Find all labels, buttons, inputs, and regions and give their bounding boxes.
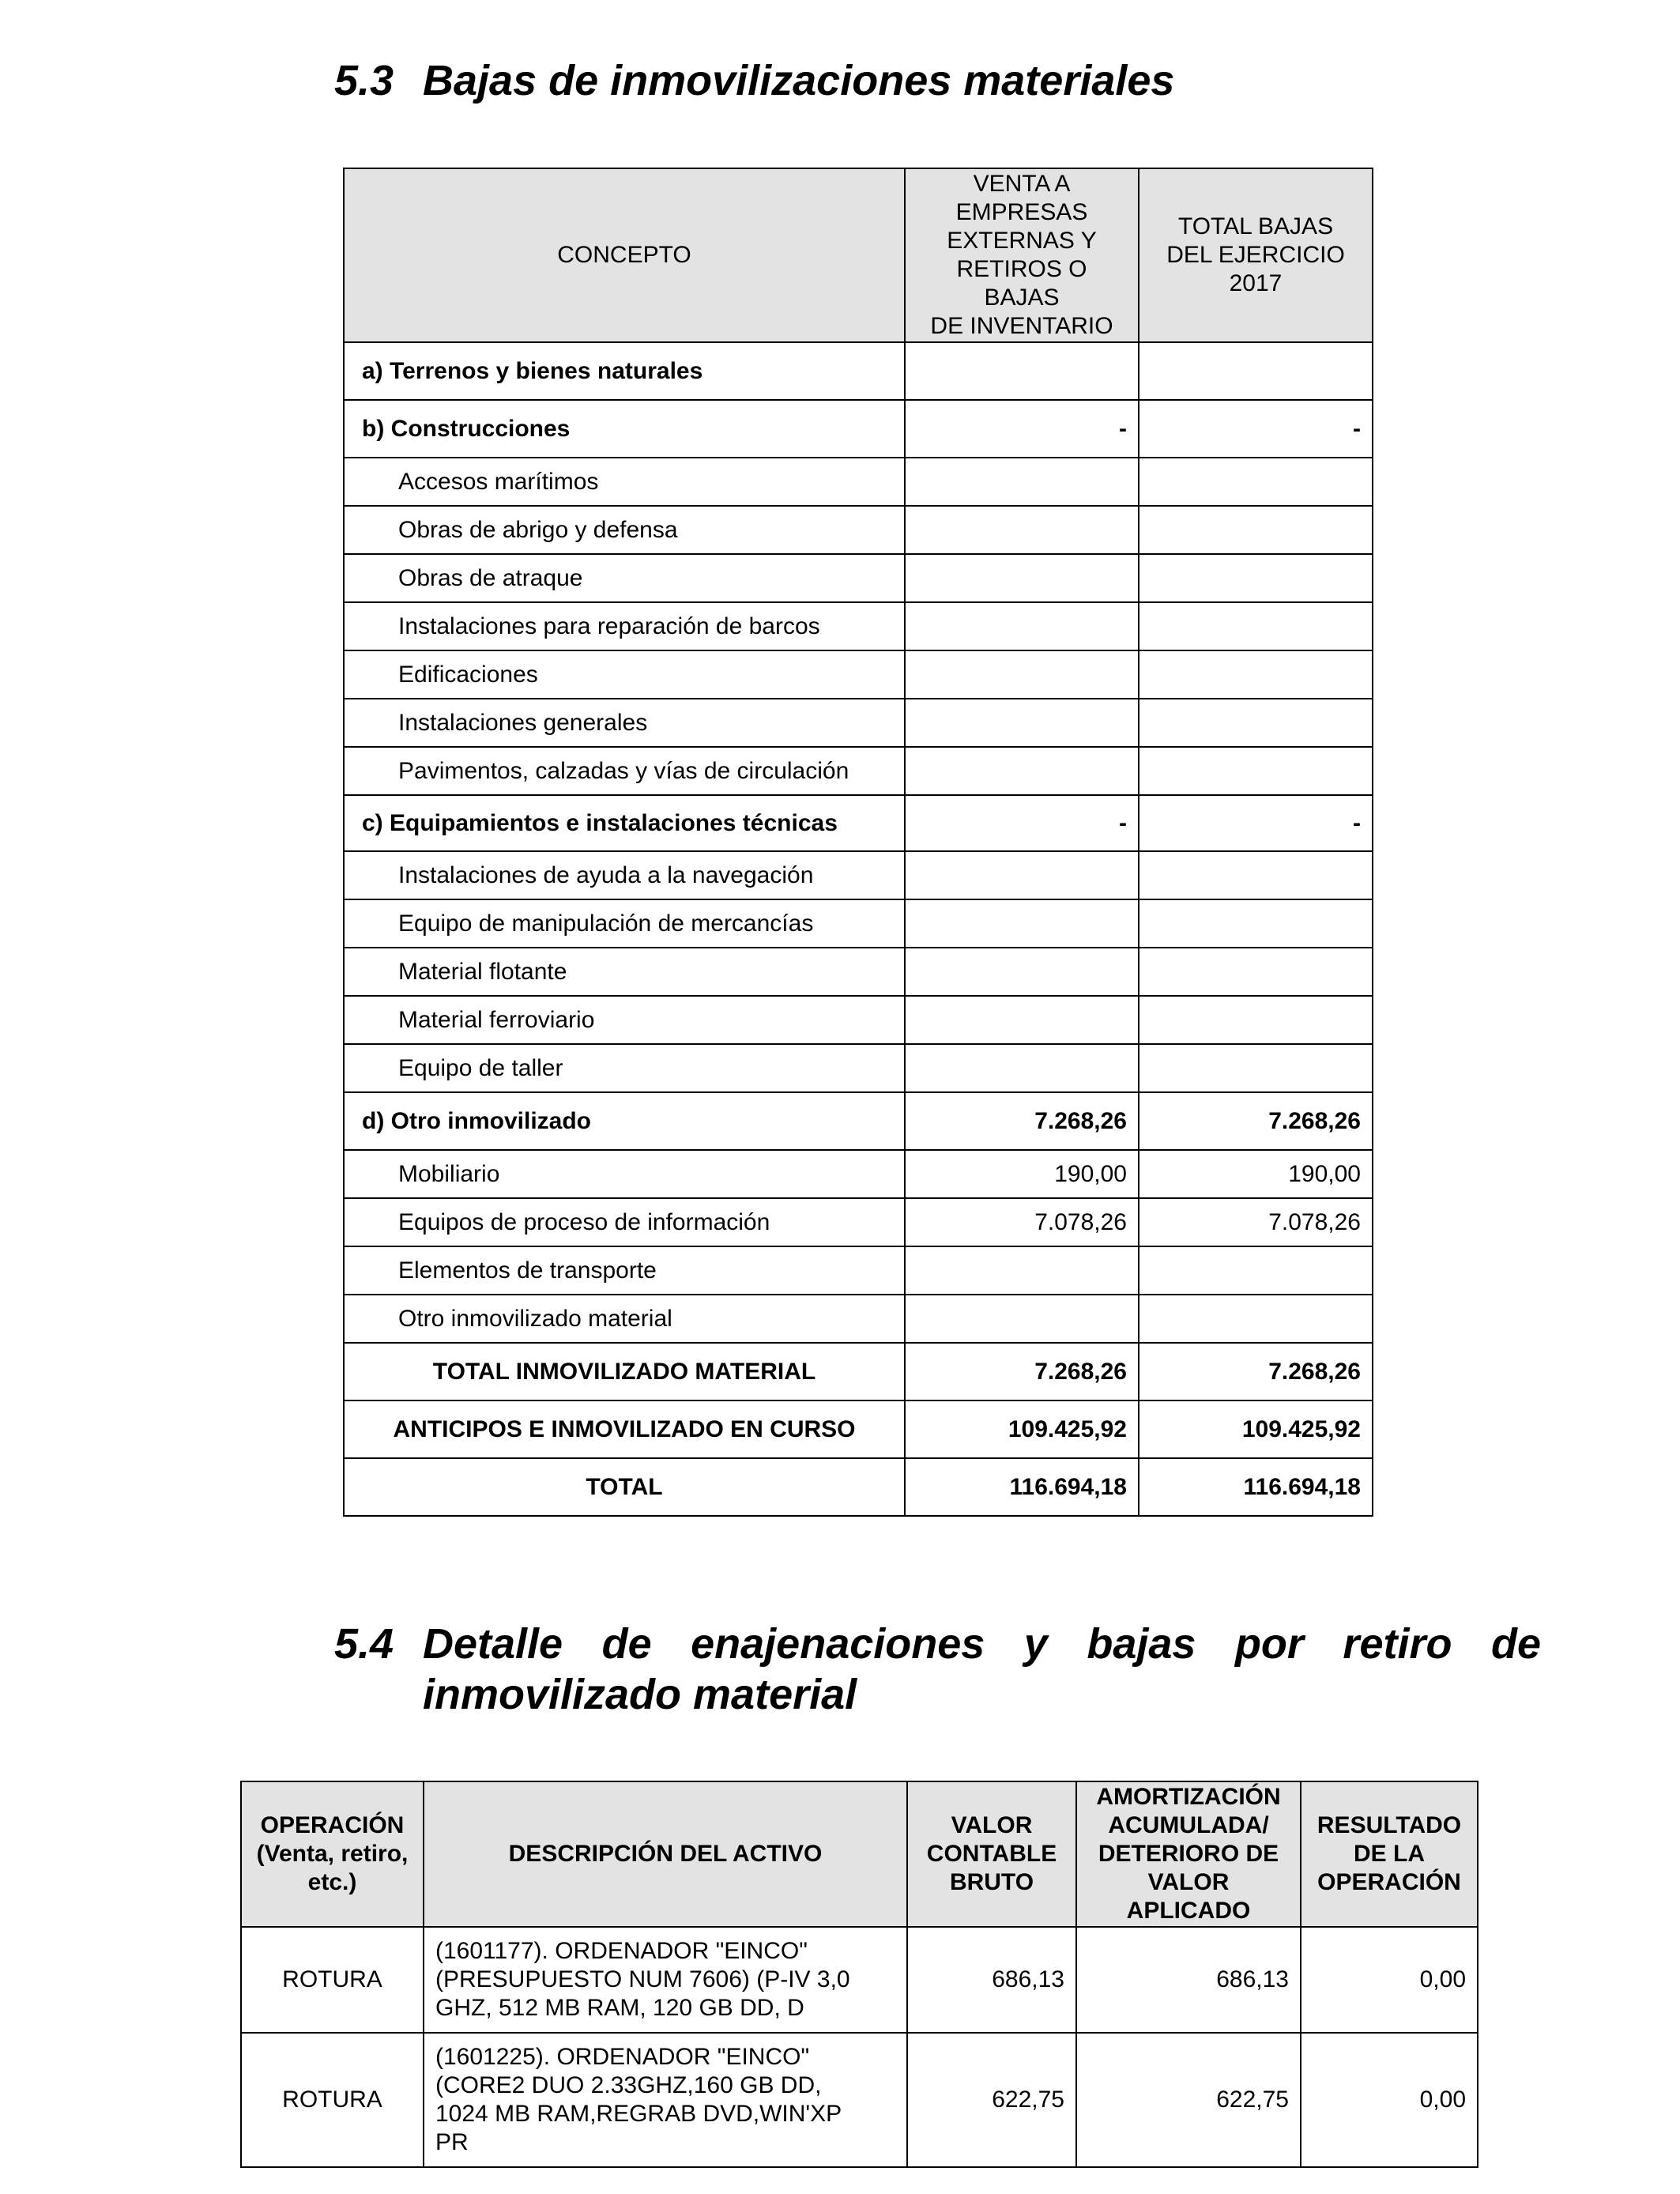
row-label: Edificaciones (344, 650, 905, 699)
table-row (344, 851, 1373, 899)
row-result: 0,00 (1301, 2033, 1478, 2167)
table-row (344, 1150, 1373, 1198)
row-operation: ROTURA (241, 1927, 424, 2033)
table-row (344, 795, 1373, 851)
row-value-venta (905, 1295, 1139, 1343)
table-row (241, 1927, 1478, 2033)
header-line: RETIROS O (956, 256, 1087, 282)
row-label: Material flotante (344, 948, 905, 996)
table-row (344, 342, 1373, 400)
row-label: Accesos marítimos (344, 458, 905, 506)
section-title: Bajas de inmovilizaciones materiales (423, 57, 1175, 104)
row-label: Instalaciones de ayuda a la navegación (344, 851, 905, 899)
row-value-venta (905, 650, 1139, 699)
row-value-total (1139, 948, 1373, 996)
row-value-venta (905, 1246, 1139, 1295)
row-value-total (1139, 650, 1373, 699)
row-value-total: 116.694,18 (1139, 1458, 1373, 1516)
row-label: Obras de abrigo y defensa (344, 506, 905, 554)
description-line: 1024 MB RAM,REGRAB DVD,WIN'XP (435, 2101, 842, 2127)
table-row (344, 458, 1373, 506)
row-label: Otro inmovilizado material (344, 1295, 905, 1343)
header-line: APLICADO (1126, 1898, 1251, 1924)
row-value-venta: 7.078,26 (905, 1198, 1139, 1246)
row-value-venta (905, 996, 1139, 1044)
description-line: PR (435, 2129, 469, 2155)
row-description (424, 2033, 907, 2167)
header-line: OPERACIÓN (1317, 1869, 1461, 1895)
table-row (344, 650, 1373, 699)
row-value-total: 109.425,92 (1139, 1400, 1373, 1458)
table-row (344, 1044, 1373, 1092)
row-value-total (1139, 1044, 1373, 1092)
header-line: (Venta, retiro, (256, 1841, 409, 1867)
row-value-total: - (1139, 400, 1373, 458)
row-value-venta (905, 899, 1139, 948)
row-value-venta: 7.268,26 (905, 1343, 1139, 1400)
row-label: Obras de atraque (344, 554, 905, 602)
table-row (344, 602, 1373, 650)
section-heading-5-4 (334, 1619, 1541, 1721)
row-value-total (1139, 899, 1373, 948)
table-row (344, 506, 1373, 554)
row-value-venta (905, 1044, 1139, 1092)
header-line: EMPRESAS (955, 199, 1088, 225)
table-row (344, 699, 1373, 747)
row-label: TOTAL INMOVILIZADO MATERIAL (344, 1343, 905, 1400)
row-value-total (1139, 996, 1373, 1044)
table-row (344, 1295, 1373, 1343)
header-line: EXTERNAS Y (947, 228, 1097, 254)
header-line: VENTA A (973, 171, 1071, 197)
section-title: Detalle de enajenaciones y bajas por retiro de inmovilizado material (423, 1620, 1541, 1718)
row-value-venta: 7.268,26 (905, 1092, 1139, 1150)
row-value-venta: - (905, 795, 1139, 851)
row-label: Equipo de manipulación de mercancías (344, 899, 905, 948)
row-value-total (1139, 554, 1373, 602)
row-value-venta (905, 747, 1139, 795)
row-label: Equipos de proceso de información (344, 1198, 905, 1246)
total-row (344, 1400, 1373, 1458)
description-line: (CORE2 DUO 2.33GHZ,160 GB DD, (435, 2072, 822, 2098)
table-row (344, 400, 1373, 458)
row-gross-value: 622,75 (907, 2033, 1076, 2167)
row-value-venta (905, 851, 1139, 899)
row-value-venta: 190,00 (905, 1150, 1139, 1198)
description-line: GHZ, 512 MB RAM, 120 GB DD, D (435, 1995, 804, 2021)
table-row (344, 899, 1373, 948)
row-value-total: 190,00 (1139, 1150, 1373, 1198)
row-label: b) Construcciones (344, 400, 905, 458)
header-line: AMORTIZACIÓN (1096, 1784, 1281, 1810)
row-label: Equipo de taller (344, 1044, 905, 1092)
row-value-venta: - (905, 400, 1139, 458)
row-label: Pavimentos, calzadas y vías de circulación (344, 747, 905, 795)
header-descripcion: DESCRIPCIÓN DEL ACTIVO (424, 1781, 907, 1927)
description-line: (PRESUPUESTO NUM 7606) (P-IV 3,0 (435, 1966, 850, 1992)
header-concepto: CONCEPTO (344, 168, 905, 342)
table-row (344, 747, 1373, 795)
header-venta-retiros (905, 168, 1139, 342)
header-valor-bruto (907, 1781, 1076, 1927)
description-line: (1601225). ORDENADOR "EINCO" (435, 2044, 810, 2070)
header-line: BRUTO (949, 1869, 1034, 1895)
row-value-total (1139, 747, 1373, 795)
row-label: Mobiliario (344, 1150, 905, 1198)
header-line: 2017 (1229, 270, 1283, 296)
table-row (344, 948, 1373, 996)
enajenaciones-table (240, 1781, 1478, 2168)
row-label: TOTAL (344, 1458, 905, 1516)
section-number: 5.4 (334, 1620, 394, 1668)
row-value-total: 7.268,26 (1139, 1092, 1373, 1150)
row-value-total (1139, 602, 1373, 650)
header-resultado (1301, 1781, 1478, 1927)
header-row (344, 168, 1373, 342)
table-row (344, 996, 1373, 1044)
header-line: BAJAS (984, 285, 1060, 311)
table-row (241, 2033, 1478, 2167)
row-label: c) Equipamientos e instalaciones técnicas (344, 795, 905, 851)
total-row (344, 1458, 1373, 1516)
header-line: OPERACIÓN (260, 1812, 405, 1838)
header-line: ACUMULADA/ (1108, 1812, 1269, 1838)
section-heading-5-3 (334, 55, 1567, 106)
header-line: DE LA (1354, 1841, 1425, 1867)
row-label: Elementos de transporte (344, 1246, 905, 1295)
header-line: DETERIORO DE (1098, 1841, 1279, 1867)
row-label: Material ferroviario (344, 996, 905, 1044)
row-label: Instalaciones para reparación de barcos (344, 602, 905, 650)
row-value-total (1139, 851, 1373, 899)
row-value-venta: 116.694,18 (905, 1458, 1139, 1516)
header-line: VALOR (951, 1812, 1033, 1838)
total-row (344, 1343, 1373, 1400)
header-operacion (241, 1781, 424, 1927)
row-operation: ROTURA (241, 2033, 424, 2167)
header-amortizacion (1076, 1781, 1301, 1927)
bajas-table (343, 168, 1373, 1517)
header-row (241, 1781, 1478, 1927)
description-line: (1601177). ORDENADOR "EINCO" (435, 1938, 808, 1964)
row-gross-value: 686,13 (907, 1927, 1076, 2033)
row-label: ANTICIPOS E INMOVILIZADO EN CURSO (344, 1400, 905, 1458)
row-result: 0,00 (1301, 1927, 1478, 2033)
row-amortization: 686,13 (1076, 1927, 1301, 2033)
row-value-venta (905, 948, 1139, 996)
row-label: Instalaciones generales (344, 699, 905, 747)
row-value-venta (905, 342, 1139, 400)
row-value-total (1139, 1246, 1373, 1295)
header-line: DEL EJERCICIO (1166, 242, 1345, 268)
row-value-venta (905, 506, 1139, 554)
row-description (424, 1927, 907, 2033)
row-value-venta (905, 554, 1139, 602)
row-label: a) Terrenos y bienes naturales (344, 342, 905, 400)
header-line: etc.) (307, 1869, 357, 1895)
row-value-venta (905, 602, 1139, 650)
row-value-venta: 109.425,92 (905, 1400, 1139, 1458)
header-total-bajas (1139, 168, 1373, 342)
header-line: TOTAL BAJAS (1177, 213, 1334, 239)
header-line: CONTABLE (926, 1841, 1057, 1867)
table-row (344, 1198, 1373, 1246)
row-value-total (1139, 342, 1373, 400)
header-line: RESULTADO (1317, 1812, 1462, 1838)
row-value-total: - (1139, 795, 1373, 851)
row-value-venta (905, 699, 1139, 747)
row-value-total: 7.078,26 (1139, 1198, 1373, 1246)
row-amortization: 622,75 (1076, 2033, 1301, 2167)
section-number: 5.3 (334, 57, 394, 104)
row-value-total (1139, 699, 1373, 747)
row-label: d) Otro inmovilizado (344, 1092, 905, 1150)
row-value-total (1139, 1295, 1373, 1343)
row-value-total (1139, 458, 1373, 506)
row-value-venta (905, 458, 1139, 506)
row-value-total (1139, 506, 1373, 554)
table-row (344, 1092, 1373, 1150)
table-row (344, 1246, 1373, 1295)
table-row (344, 554, 1373, 602)
header-line: DE INVENTARIO (930, 313, 1113, 339)
header-line: VALOR (1147, 1869, 1230, 1895)
row-value-total: 7.268,26 (1139, 1343, 1373, 1400)
